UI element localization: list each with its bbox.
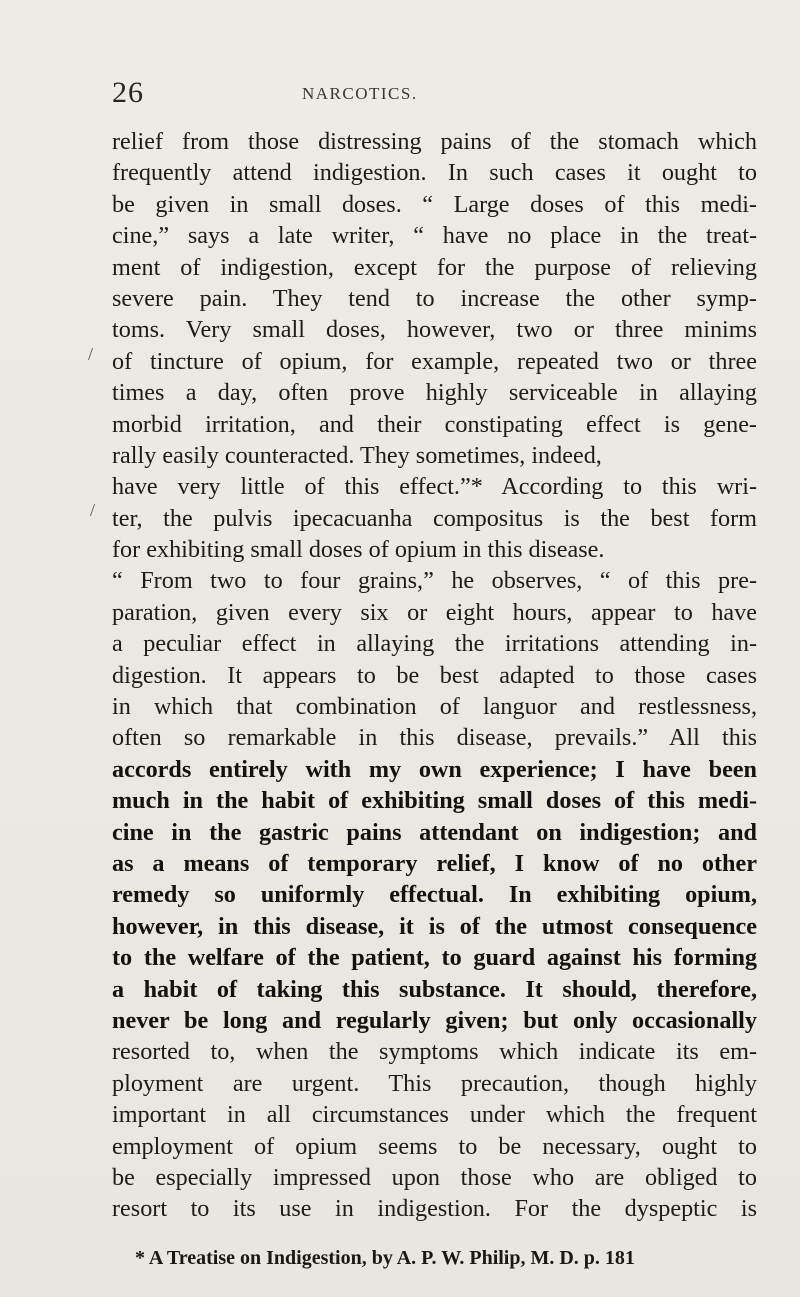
- text-line: a habit of taking this substance. It should, therefore,: [112, 975, 757, 1003]
- text-line: important in all circumstances under which the frequent: [112, 1101, 757, 1129]
- page-number: 26: [112, 76, 144, 109]
- text-line: paration, given every six or eight hours, appear to have: [112, 598, 757, 626]
- text-line: times a day, often prove highly serviceable in allaying: [112, 379, 757, 407]
- text-line: never be long and regularly given; but only occasionally: [112, 1006, 757, 1034]
- running-head: NARCOTICS.: [302, 84, 418, 103]
- body-text: [112, 126, 757, 1225]
- text-line: ter, the pulvis ipecacuanha compositus is the best form: [112, 504, 757, 532]
- text-line: rally easily counteracted. They sometimes, indeed,: [112, 441, 602, 469]
- text-line: often so remarkable in this disease, prevails.” All this: [112, 724, 757, 752]
- text-line: for exhibiting small doses of opium in this disease.: [112, 536, 605, 564]
- text-line: of tincture of opium, for example, repeated two or three: [112, 347, 757, 375]
- margin-pencil-mark: /: [88, 344, 94, 364]
- text-line: ment of indigestion, except for the purpose of relieving: [112, 253, 757, 281]
- margin-pencil-mark: /: [90, 500, 96, 520]
- text-line: ployment are urgent. This precaution, though highly: [112, 1069, 757, 1097]
- text-line: toms. Very small doses, however, two or three minims: [112, 316, 757, 344]
- text-line: employment of opium seems to be necessary, ought to: [112, 1132, 757, 1160]
- text-line: have very little of this effect.”* According to this wri-: [112, 473, 757, 501]
- text-line: as a means of temporary relief, I know of no other: [112, 849, 757, 877]
- text-line: digestion. It appears to be best adapted to those cases: [112, 661, 757, 689]
- text-line: be given in small doses. “ Large doses of this medi-: [112, 190, 757, 218]
- text-line: cine,” says a late writer, “ have no place in the treat-: [112, 222, 757, 250]
- page-header: [0, 72, 800, 112]
- text-line: a peculiar effect in allaying the irritations attending in-: [112, 630, 757, 658]
- text-line: in which that combination of languor and restlessness,: [112, 693, 757, 721]
- text-line: accords entirely with my own experience; I have been: [112, 755, 757, 783]
- text-line: resort to its use in indigestion. For the dyspeptic is: [112, 1195, 757, 1223]
- text-line: cine in the gastric pains attendant on indigestion; and: [112, 818, 757, 846]
- footnote: * A Treatise on Indigestion, by A. P. W. Philip, M. D. p. 181: [135, 1247, 635, 1269]
- text-line: severe pain. They tend to increase the other symp-: [112, 284, 757, 312]
- text-line: however, in this disease, it is of the utmost consequence: [112, 912, 757, 940]
- text-line: resorted to, when the symptoms which indicate its em-: [112, 1038, 757, 1066]
- text-line: “ From two to four grains,” he observes, “ of this pre-: [112, 567, 757, 595]
- text-line: remedy so uniformly effectual. In exhibiting opium,: [112, 881, 757, 909]
- text-line: relief from those distressing pains of the stomach which: [112, 128, 757, 155]
- text-line: to the welfare of the patient, to guard against his forming: [112, 944, 757, 972]
- text-line: morbid irritation, and their constipating effect is gene-: [112, 410, 757, 438]
- text-line: frequently attend indigestion. In such cases it ought to: [112, 159, 757, 187]
- text-line: much in the habit of exhibiting small doses of this medi-: [112, 787, 757, 815]
- text-line: be especially impressed upon those who are obliged to: [112, 1163, 757, 1191]
